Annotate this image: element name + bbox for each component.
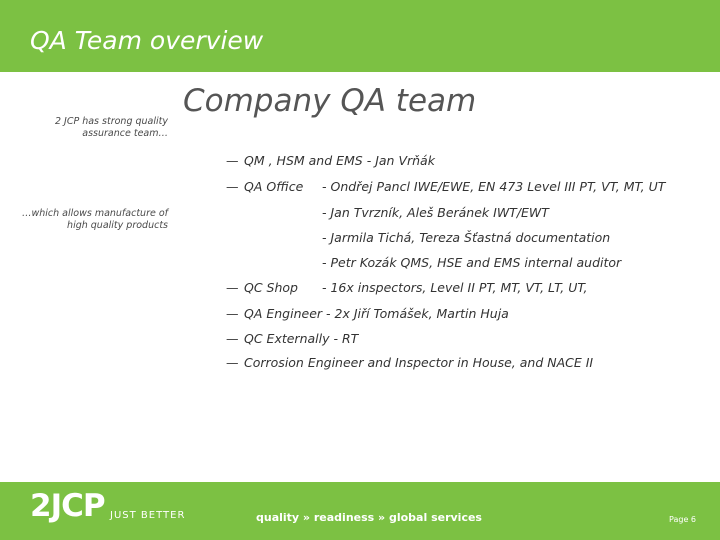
bullet-qc-shop-label: QC Shop [244,280,298,295]
qa-office-line: - Jarmila Tichá, Tereza Šťastná documentation [322,230,611,245]
qa-office-line: - Petr Kozák QMS, HSE and EMS internal auditor [322,255,622,270]
bullet-qc-external-text: QC Externally - RT [244,331,359,346]
bullet-dash: — [226,280,239,295]
qa-office-line: - Jan Tvrzník, Aleš Beránek IWT/EWT [322,205,549,220]
qc-shop-line: - 16x inspectors, Level II PT, MT, VT, LT, UT, [322,280,588,295]
logo-tagline: JUST BETTER [110,510,186,521]
bullet-dash: — [226,306,239,321]
bullet-qm-text: QM , HSM and EMS - Jan Vrňák [244,153,435,168]
side-note-high-quality: …which allows manufacture of high quality products [21,208,168,231]
page-number: Page 6 [669,515,696,524]
footer-slogan: quality » readiness » global services [256,511,482,524]
qa-office-line: - Ondřej Pancl IWE/EWE, EN 473 Level III PT, VT, MT, UT [322,179,666,194]
bullet-dash: — [226,355,239,370]
bullet-dash: — [226,331,239,346]
bullet-dash: — [226,179,239,194]
side-note-strong-team: 2 JCP has strong quality assurance team… [54,116,168,139]
bullet-qa-office-label: QA Office [244,179,304,194]
bullet-qa-engineer-text: QA Engineer - 2x Jiří Tomášek, Martin Huja [244,306,509,321]
bullet-corrosion-text: Corrosion Engineer and Inspector in House, and NACE II [244,355,594,370]
slide-title: QA Team overview [30,26,264,55]
bullet-dash: — [226,153,239,168]
company-logo: 2JCP [30,488,105,524]
content-title: Company QA team [183,83,477,119]
